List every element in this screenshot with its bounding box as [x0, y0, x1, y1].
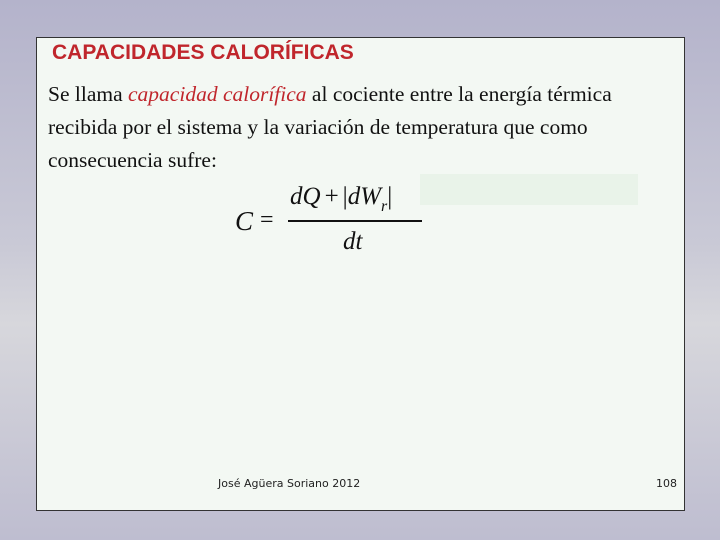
formula-denominator: dt	[343, 228, 363, 255]
highlight-band	[420, 174, 638, 205]
abs-bar-left: |	[342, 183, 348, 210]
heat-capacity-formula	[235, 176, 435, 266]
fraction-bar	[288, 220, 422, 222]
abs-bar-right: |	[387, 183, 393, 210]
numerator-dw: dW	[347, 183, 382, 210]
page-number: 108	[656, 477, 677, 490]
slide-panel	[36, 37, 685, 511]
intro-text-after: al cociente entre la energía térmica recibida por el sistema y la variación de temperatura que como consecuencia sufre:	[48, 82, 612, 172]
formula-lhs: C	[235, 206, 254, 236]
numerator-dq: dQ	[290, 183, 321, 210]
intro-text-before: Se llama	[48, 82, 129, 106]
slide-title: CAPACIDADES CALORÍFICAS	[52, 41, 354, 64]
footer-author: José Agüera Soriano 2012	[218, 477, 361, 490]
formula-numerator	[290, 183, 393, 215]
intro-paragraph	[48, 78, 682, 177]
defined-term: capacidad calorífica	[128, 82, 307, 106]
numerator-dw-subscript: r	[381, 198, 388, 215]
formula-equals: =	[260, 207, 274, 233]
numerator-plus: +	[324, 183, 339, 210]
